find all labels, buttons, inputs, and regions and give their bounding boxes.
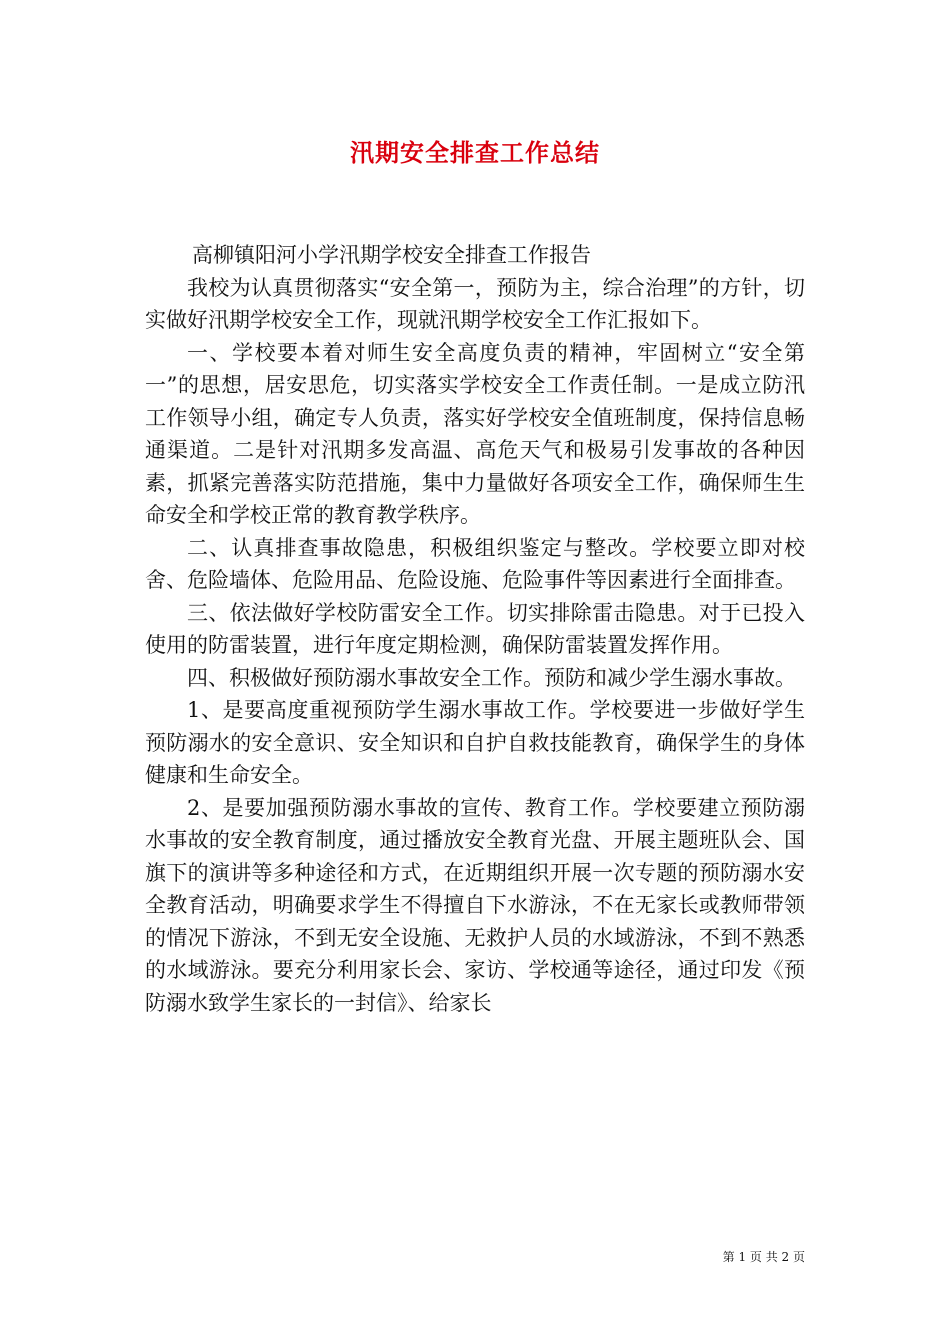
page-number-footer: 第 1 页 共 2 页 — [722, 1250, 805, 1264]
document-body — [145, 239, 805, 1019]
paragraph-intro: 我校为认真贯彻落实“安全第一，预防为主，综合治理”的方针，切实做好汛期学校安全工作，现就汛期学校安全工作汇报如下。 — [145, 275, 805, 332]
paragraph-item-2: 2、是要加强预防溺水事故的宣传、教育工作。学校要建立预防溺水事故的安全教育制度，通过播放安全教育光盘、开展主题班队会、国旗下的演讲等多种途径和方式，在近期组织开展一次专题的预防溺水安全教育活动，明确要求学生不得擅自下水游泳，不在无家长或教师带领的情况下游泳，不到无安全设施、无救护人员的水域游泳，不到不熟悉的水域游泳。要充分利用家长会、家访、学校通等途径，通过印发《预防溺水致学生家长的一封信》、给家长 — [145, 795, 805, 1015]
document-title: 汛期安全排查工作总结 — [350, 138, 600, 167]
paragraph-report-heading: 高柳镇阳河小学汛期学校安全排查工作报告 — [192, 243, 591, 267]
paragraph-item-1: 1、是要高度重视预防学生溺水事故工作。学校要进一步做好学生预防溺水的安全意识、安全知识和自护自救技能教育，确保学生的身体健康和生命安全。 — [145, 698, 805, 787]
paragraph-section-3: 三、依法做好学校防雷安全工作。切实排除雷击隐患。对于已投入使用的防雷装置，进行年度定期检测，确保防雷装置发挥作用。 — [145, 600, 805, 657]
paragraph-section-2: 二、认真排查事故隐患，积极组织鉴定与整改。学校要立即对校舍、危险墙体、危险用品、危险设施、危险事件等因素进行全面排查。 — [145, 535, 805, 592]
paragraph-section-4: 四、积极做好预防溺水事故安全工作。预防和减少学生溺水事故。 — [187, 665, 796, 690]
paragraph-section-1: 一、学校要本着对师生安全高度负责的精神，牢固树立“安全第一”的思想，居安思危，切实落实学校安全工作责任制。一是成立防汛工作领导小组，确定专人负责，落实好学校安全值班制度，保持信息畅通渠道。二是针对汛期多发高温、高危天气和极易引发事故的各种因素，抓紧完善落实防范措施，集中力量做好各项安全工作，确保师生生命安全和学校正常的教育教学秩序。 — [145, 340, 805, 527]
